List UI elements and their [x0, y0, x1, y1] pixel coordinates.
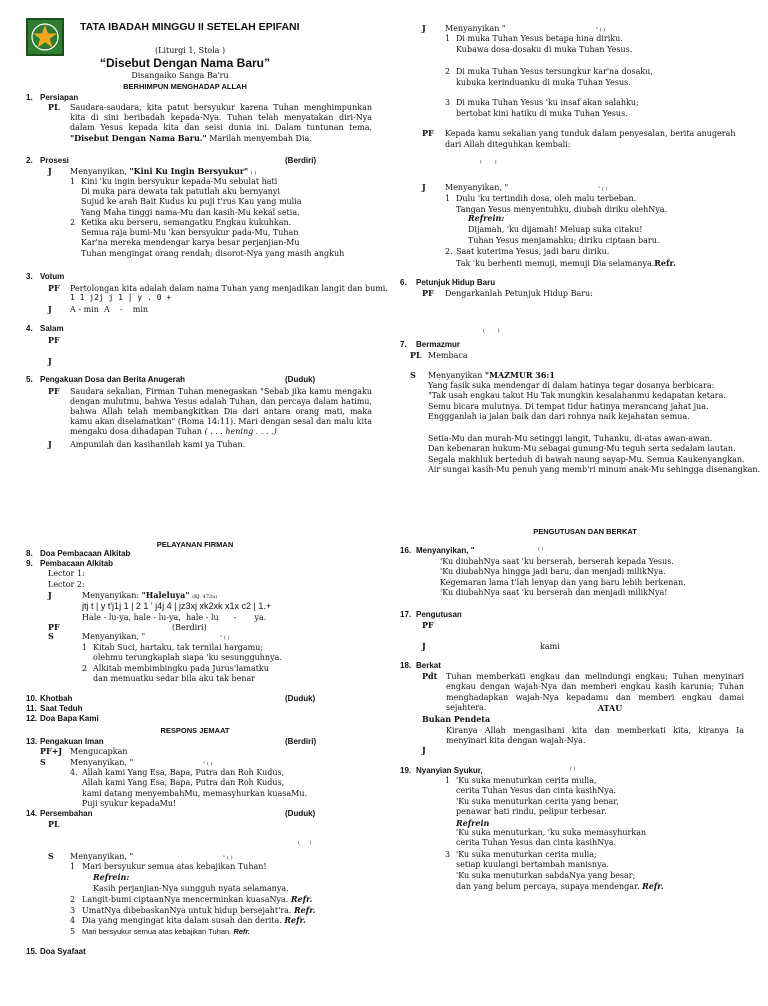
item-title: Petunjuk Hidup Baru: [416, 278, 496, 287]
item-number: 19.: [400, 766, 412, 775]
verse-number: 2: [445, 67, 451, 76]
verse-number: 1: [70, 177, 76, 186]
item-number: 11.: [26, 704, 37, 713]
refrain-label: Refrein:: [93, 872, 130, 882]
verse-number: 5: [70, 927, 76, 936]
item-title: Saat Teduh: [40, 704, 83, 713]
role-label: PL: [48, 102, 60, 112]
item-title: Persiapan: [40, 93, 79, 102]
song-line: Menyanyikan, " " ( ): [70, 852, 233, 861]
item-title: Votum: [40, 272, 65, 281]
verse-line: Di muka Tuhan Yesus tersungkur kar'na dosaku,: [456, 67, 653, 76]
item-number: 10.: [26, 694, 38, 703]
verse-line: Di muka Tuhan Yesus betapa hina diriku.: [456, 34, 623, 43]
verse-line: Tuhan mengingat orang rendah; disorot-Nya yang masih angkuh: [81, 248, 345, 258]
verse-line: cerita Tuhan Yesus dan cinta kasihNya.: [456, 786, 617, 796]
role-label: J: [422, 641, 426, 651]
item-title: Menyanyikan, ": [416, 546, 475, 555]
role-label: J: [48, 439, 52, 449]
verse-text: [456, 247, 676, 270]
psalm-stanza: [428, 381, 726, 423]
verse-number: 1: [82, 643, 88, 652]
verse-number: 2: [70, 218, 76, 227]
music-notation: 1 1 j2j j 1 | y . 0 +: [70, 293, 172, 302]
role-label: PF: [48, 622, 60, 632]
liturgy-note: (Liturgi 1, Stola ): [155, 46, 226, 55]
role-label: S: [40, 757, 46, 767]
role-label: J: [48, 356, 52, 366]
verse-line: Kubawa dosa-dosaku di muka Tuhan Yesus.: [456, 44, 633, 54]
item-number: 3.: [26, 272, 33, 281]
item-title: Doa Bapa Kami: [40, 714, 99, 723]
verse-text: [82, 768, 307, 810]
paragraph: Mengucapkan: [70, 747, 128, 756]
verse-number: 2.: [445, 247, 453, 256]
item-number: 7.: [400, 340, 407, 349]
item-title: Doa Syafaat: [40, 947, 86, 956]
role-label: S: [48, 851, 54, 861]
song-line: Menyanyikan, " " ( ): [445, 183, 608, 192]
star-icon: [28, 20, 62, 54]
role-label: PF: [422, 128, 434, 138]
item-number: 15.: [26, 947, 38, 956]
scripture-ref: ( ): [538, 546, 544, 552]
verse-text: [456, 67, 653, 89]
song-line: Menyanyikan, "Kini Ku Ingin Bersyukur" ( ): [70, 166, 257, 176]
verse-line: bertobat kini hatiku di muka Tuhan Yesus.: [456, 108, 628, 118]
item-number: 12.: [26, 714, 38, 723]
paragraph: Tuhan memberkati engkau dan melindungi engkau; Tuhan menyinari engkau dengan wajah-Nya dan memberi engkau kasih karunia; Tuhan menghadapkan wajah-Nya kepadamu dan memberi engkau damai sejahtera.: [446, 672, 744, 713]
item-title: Prosesi: [40, 156, 69, 165]
verse-line: setiap kuulangi bertambah manisnya.: [456, 860, 609, 870]
role-label: J: [48, 590, 52, 600]
item-title: Pengutusan: [416, 610, 462, 619]
verse-number: 4.: [70, 768, 78, 777]
psalm-line: "Tak usah engkau takut Hu Tak mungkin kesalahanmu kedapatan ketara.: [428, 391, 726, 401]
refrain-line: 'Ku suka menuturkan, 'ku suka memasyhurkan: [456, 827, 647, 837]
page-title: TATA IBADAH MINGGU II SETELAH EPIFANI: [80, 21, 300, 33]
verse-line: Saat kuterima Yesus, jadi baru diriku.: [456, 247, 610, 256]
item-number: 4.: [26, 324, 33, 333]
verse-number: 2: [82, 664, 88, 673]
verse-line: Mari bersyukur semua atas kebajikan Tuhan!: [82, 862, 267, 871]
paragraph: Ampunilah dan kasihanilah kami ya Tuhan.: [70, 440, 246, 449]
item-title: Nyanyian Syukur,: [416, 766, 483, 775]
item-number: 1.: [26, 93, 33, 102]
role-label: PL: [410, 350, 422, 360]
verse-text: [456, 776, 646, 849]
paragraph: Kiranya Allah mengasihani kita dan memberkati kita, kiranya Ia menyinari kita dengan wajah-Nya.: [446, 726, 744, 746]
verse-line: olehmu terungkaplah siapa 'ku sesungguhnya.: [93, 653, 282, 663]
verse-line: Langit-bumi ciptaanNya mencerminkan kuasaNya. Refr.: [82, 894, 313, 904]
refrain-label: Refrein:: [468, 213, 505, 223]
verse-line: 'Ku suka menuturkan sabdaNya yang besar;: [456, 870, 636, 880]
role-label: Pdt: [422, 671, 438, 681]
verse-line: Alkitab membimbingku pada Jurus'lamatku: [93, 664, 269, 673]
item-number: 2.: [26, 156, 33, 165]
item-number: 17.: [400, 610, 412, 619]
verse-text: [93, 664, 269, 685]
refrain-line: Tuhan Yesus menjamahku; diriku ciptaan baru.: [468, 235, 660, 245]
verse-line: Tangan Yesus menyentuhku, diubah diriku olehNya.: [456, 204, 668, 214]
verse-line: penawar hati rindu, pelipur terbesar.: [456, 807, 607, 817]
verse-text: [456, 34, 632, 56]
item-title: Bermazmur: [416, 340, 461, 349]
verse-line: Allah kami Yang Esa, Bapa, Putra dan Roh Kudus,: [82, 768, 285, 777]
verse-line: Semua raja bumi-Mu 'kan bersyukur pada-Mu, Tuhan: [81, 228, 299, 238]
item-number: 9.: [26, 559, 33, 568]
song-line: Menyanyikan "MAZMUR 36:1: [428, 370, 555, 380]
lector-label: Lector 2:: [48, 580, 85, 589]
verse-line: Puji syukur kepadaMu!: [82, 799, 177, 809]
paragraph: Saudara-saudara, kita patut bersyukur karena Tuhan menghimpunkan kita di sini beribadah kepada-Nya. Tuhan telah menyatakan diri-Nya dalam Yesus kepada kita dan seisi dunia ini. Dalam tuntunan tema, "Disebut Dengan Nama Baru." Marilah menyembah Dia.: [70, 103, 372, 143]
item-number: 18.: [400, 661, 412, 670]
posture-label: (Berdiri): [285, 156, 317, 165]
refrain-text: [468, 225, 659, 247]
paragraph: Kepada kamu sekalian yang tunduk dalam penyesalan, berita anugerah dari Allah diteguhkan kembali:: [445, 129, 736, 149]
psalm-line: Enggganlah ia jalan baik dan dari rohnya naik kejahatan semua.: [428, 412, 690, 422]
item-number: 6.: [400, 278, 407, 287]
psalm-line: Yang fasik suka mendengar di dalam hatinya tegar dosanya berbicara:: [428, 381, 715, 390]
scripture-ref: ( ): [298, 840, 312, 846]
role-label: PF: [48, 283, 60, 293]
song-line: Menyanyikan " " ( ): [445, 24, 605, 33]
psalm-line: Semu bicara mulutnya. Di tempat tidur hatinya merancang jahat jua.: [428, 401, 709, 411]
verse-text: [456, 98, 639, 120]
role-label: PL: [48, 819, 60, 829]
psalm-line: Air sungai kasih-Mu penuh yang memb'ri minum anak-Mu sehingga disenangkan.: [428, 465, 761, 475]
psalm-line: Setia-Mu dan murah-Mu setinggi langit, Tuhanku, di-atas awan-awan.: [428, 434, 713, 443]
verse-text: [81, 177, 302, 218]
posture-label: (Duduk): [285, 694, 316, 703]
verse-line: Dia yang mengingat kita dalam susah dan derita. Refr.: [82, 915, 306, 925]
verse-line: dan yang belum percaya, supaya mendengar. Refr.: [456, 881, 664, 892]
verse-number: 1: [70, 862, 76, 871]
song-line: 'Ku diubahNya hingga jadi baru, dan menjadi milikNya.: [440, 567, 666, 577]
refrain-text: Kasih perjanjian-Nya sungguh nyata selamanya.: [93, 884, 289, 893]
verse-line: dan memuatku sedar bila aku tak benar: [93, 674, 256, 684]
verse-line: kubuka kerinduanku di muka Tuhan Yesus.: [456, 77, 631, 87]
item-title: Khotbah: [40, 694, 73, 703]
verse-line: Kitab Suci, hartaku, tak ternilai hargamu;: [93, 643, 264, 652]
song-line: 'Ku diubahNya saat 'ku berserah dan menjadi milikNya!: [440, 588, 668, 598]
theme-title: “Disebut Dengan Nama Baru”: [99, 56, 271, 70]
verse-number: 1: [445, 776, 451, 785]
paragraph: Membaca: [428, 351, 468, 360]
role-label: PF: [422, 620, 434, 630]
lector-label: Lector 1:: [48, 569, 85, 578]
verse-line: Yang Maha tinggi nama-Mu dan kasih-Mu kekal setia.: [81, 207, 300, 217]
role-label: J: [48, 304, 52, 314]
item-title: Pengakuan Iman: [40, 737, 104, 746]
role-label: J: [422, 23, 426, 33]
verse-line: Kini 'ku ingin bersyukur kepada-Mu sebulat hati: [81, 177, 278, 186]
verse-number: 2: [70, 895, 76, 904]
paragraph: Saudara sekalian, Firman Tuhan menegaskan "Sebab jika kamu mengaku dengan mulutmu, bahwa Yesus adalah Tuhan, dan percaya dalam hatimu, bahwa Allah telah membangkitkan Dia dari antara orang mati, maka kamu akan diselamatkan" (Roma 14:11). Mari dengan sesal dan malu kita mengaku dosa dihadapan Tuhan ( . . . hening . . . .): [70, 387, 372, 436]
song-line: Kegemaran lama t'lah lenyap dan yang baru lebih berkenan.: [440, 577, 686, 587]
role-label: J: [48, 166, 52, 176]
lyric-line: Hale - lu-ya, hale - lu-ya, hale - lu - ya.: [82, 613, 267, 622]
scripture-ref: ( ): [480, 159, 497, 165]
scripture-ref: ( ): [570, 766, 576, 772]
song-line: Menyanyikan: "Haleluya" (KJ. 473a): [82, 590, 218, 600]
role-label: J: [422, 745, 426, 755]
role-label: Bukan Pendeta: [422, 714, 491, 724]
verse-line: 'Ku suka menuturkan cerita mulia,: [456, 776, 597, 785]
role-label: PF: [422, 288, 434, 298]
paragraph: Pertolongan kita adalah dalam nama Tuhan yang menjadikan langit dan bumi.: [70, 284, 388, 293]
composer: Disangaiko Sanga Ba'ru: [131, 71, 229, 80]
scripture-ref: ( ): [483, 328, 500, 334]
psalm-line: Segala makhluk berteduh di bawah naung sayap-Mu. Semua Kaukenyangkan.: [428, 454, 745, 464]
role-label: S: [410, 370, 416, 380]
item-number: 5.: [26, 375, 33, 384]
verse-number: 1: [445, 194, 451, 203]
item-title: Persembahan: [40, 809, 93, 818]
verse-line: Allah kami Yang Esa, Bapa, Putra dan Roh Kudus,: [82, 778, 285, 788]
section-heading: RESPONS JEMAAT: [160, 726, 230, 735]
psalm-stanza: [428, 434, 760, 476]
role-label: PF: [48, 386, 60, 396]
verse-line: 'Ku suka menuturkan cerita yang benar,: [456, 796, 619, 806]
posture-label: (Duduk): [285, 809, 316, 818]
verse-line: Di muka para dewata tak patutlah aku bernyanyi: [81, 187, 280, 197]
music-notation: jtj t | y t'j1j 1 | 2 1 ' j4j 4 | jz3xj xk2xk x1x c2 | 1.+: [82, 601, 272, 611]
verse-number: 4: [70, 916, 76, 925]
item-number: 16.: [400, 546, 412, 555]
refrain-line: cerita Tuhan Yesus dan cinta kasihNya.: [456, 838, 617, 848]
song-text: [440, 557, 686, 599]
verse-line: UmatNya dibebaskanNya untuk hidup bersejaht'ra. Refr.: [82, 905, 316, 915]
church-logo: [26, 18, 64, 56]
section-heading: PENGUTUSAN DAN BERKAT: [533, 527, 637, 536]
item-title: Doa Pembacaan Alkitab: [40, 549, 131, 558]
verse-number: 3: [445, 850, 451, 859]
posture-label: (Duduk): [285, 375, 316, 384]
psalm-line: Dan kebenaran hukum-Mu sebagai gunung-Mu teguh serta sedalam lautan.: [428, 444, 736, 454]
item-title: Pengakuan Dosa dan Berita Anugerah: [40, 375, 186, 384]
role-label: PF+J: [40, 746, 63, 756]
item-number: 8.: [26, 549, 33, 558]
verse-line: Kar'na mereka mendengar karya besar perjanjian-Mu: [81, 238, 300, 248]
role-label: S: [48, 631, 54, 641]
section-heading: BERHIMPUN MENGHADAP ALLAH: [123, 82, 247, 91]
verse-text: [93, 643, 282, 664]
posture-label: (Berdiri): [172, 623, 207, 632]
posture-label: (Berdiri): [285, 737, 317, 746]
lyric-line: A - min A - min: [70, 305, 149, 314]
verse-line: Tak 'ku berhenti memuji, memuji Dia selamanya.Refr.: [456, 257, 676, 268]
verse-line: Ketika aku berseru, semangatku Engkau kukuhkan.: [81, 218, 292, 227]
verse-text: [456, 850, 664, 893]
song-line: Menyanyikan, " " ( ): [70, 758, 213, 767]
item-number: 13.: [26, 737, 38, 746]
item-number: 14.: [26, 809, 38, 818]
item-title: Pembacaan Alkitab: [40, 559, 114, 568]
verse-line: Mari bersyukur semua atas kebajikan Tuhan. Refr.: [82, 927, 251, 936]
refrain-label: Refrein: [456, 817, 490, 828]
verse-number: 3: [70, 906, 76, 915]
verse-line: Sujud ke arah Bait Kudus ku puji t'rus Kau yang mulia: [81, 197, 302, 207]
section-heading: PELAYANAN FIRMAN: [156, 540, 234, 549]
verse-line: kami datang menyembahMu, memasyhurkan kuasaMu.: [82, 788, 308, 798]
refrain-line: Dijamah, 'ku dijamah! Meluap suka citaku!: [468, 225, 643, 234]
verse-number: 1: [445, 34, 451, 43]
verse-number: 3: [445, 98, 451, 107]
item-title: Salam: [40, 324, 64, 333]
paragraph: kami: [540, 642, 560, 651]
role-label: PF: [48, 335, 60, 345]
verse-line: 'Ku suka menuturkan cerita mulia;: [456, 850, 597, 859]
role-label: J: [422, 182, 426, 192]
song-line: 'Ku diubahNya saat 'ku berserah, berserah kepada Yesus.: [440, 557, 674, 566]
song-line: Menyanyikan, " " ( ): [82, 632, 230, 641]
item-title: Berkat: [416, 661, 441, 670]
verse-text: [81, 218, 344, 259]
verse-line: Dulu 'ku tertindih dosa, oleh malu terbeban.: [456, 194, 637, 203]
verse-line: Di muka Tuhan Yesus 'ku insaf akan salahku;: [456, 98, 639, 107]
paragraph: Dengarkanlah Petunjuk Hidup Baru:: [445, 289, 593, 298]
separator-label: ATAU: [597, 703, 623, 713]
